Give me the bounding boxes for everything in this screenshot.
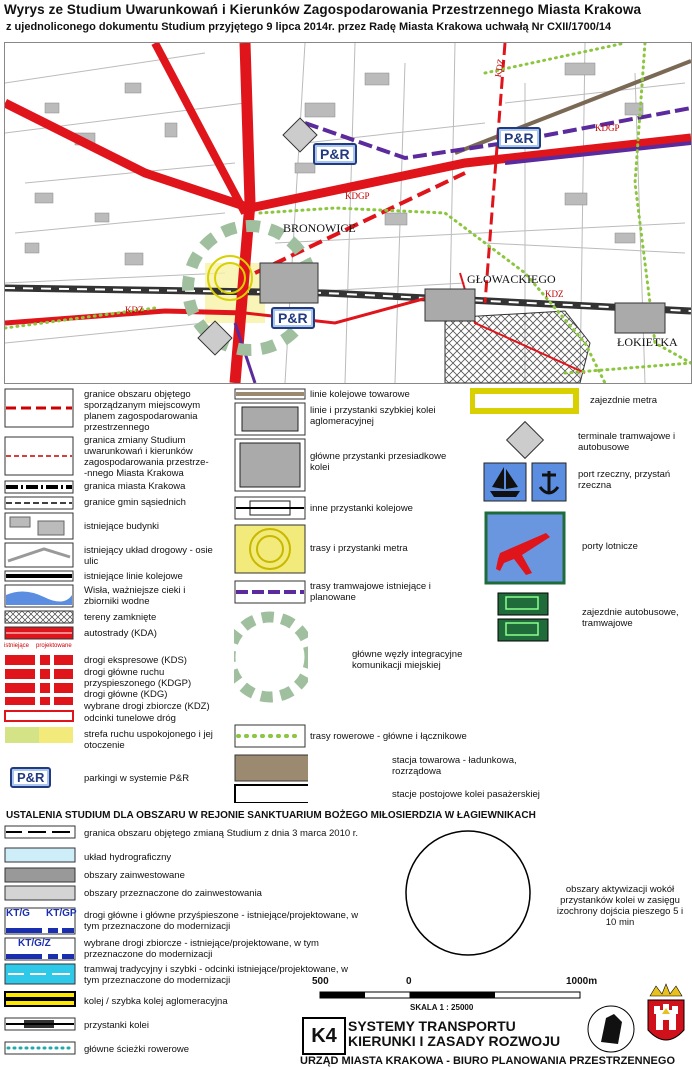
legend-item-city-boundary: granica miasta Krakowa — [84, 481, 186, 492]
place-label-glowackiego: GŁOWACKIEGO — [467, 272, 556, 286]
legend-item-metro-depot: zajezdnie metra — [590, 395, 658, 406]
legend-item-freight: linie kolejowe towarowe — [310, 389, 410, 400]
legend-item-metro: trasy i przystanki metra — [310, 543, 408, 554]
legend-item-bus-depots: zajezdnie autobusowe, tramwajowe — [582, 607, 679, 629]
sheet-title — [348, 1019, 560, 1049]
legend-item-other-stations: inne przystanki kolejowe — [310, 503, 413, 514]
road-label-kdz-north: KDZ — [492, 58, 506, 78]
pr-parking-north[interactable]: P&R — [313, 143, 357, 165]
activation-circle-label: obszary aktywizacji wokół przystanków kolei w zasięgu izochrony dojścia pieszego 5 i 10 min — [556, 884, 684, 928]
planning-office-logo — [586, 1004, 636, 1054]
scale-tick-0: 0 — [406, 976, 412, 987]
legend-item-study-change: granica zmiany Studium uwarunkowań i kierunków zagospodarowania przestrze- -nnego Miasta Krakowa — [84, 435, 209, 479]
legend-item-waters: Wisła, ważniejsze cieki i zbiorniki wodne — [84, 585, 186, 607]
office-name: URZĄD MIASTA KRAKOWA - BIURO PLANOWANIA PRZESTRZENNEGO — [300, 1055, 676, 1067]
tag-ktg: KT/G — [6, 908, 30, 919]
road-label-kdz-west: KDZ — [125, 305, 144, 315]
section2-title: USTALENIA STUDIUM DLA OBSZARU W REJONIE SANKTUARIUM BOŻEGO MIŁOSIERDZIA W ŁAGIEWNIKACH — [6, 810, 536, 821]
activation-circle — [400, 830, 540, 960]
scale-label: SKALA 1 : 25000 — [410, 1003, 474, 1012]
s2-item-to-develop: obszary przeznaczone do zainwestowania — [84, 888, 262, 899]
legend-item-kdgp: drogi główne ruchu przyspieszonego (KDGP) — [84, 667, 192, 689]
legend-item-plan-boundary: granice obszaru objętego sporządzanym miejscowym planem zagospodarowania przestrzennego — [84, 389, 201, 433]
s2-item-bike: główne ścieżki rowerowe — [84, 1044, 190, 1055]
legend-item-tunnels: odcinki tunelowe dróg — [84, 713, 176, 724]
legend-col2-swatches — [234, 383, 308, 803]
legend-item-kds: drogi ekspresowe (KDS) — [84, 655, 187, 666]
tag-ktgz: KT/G/Z — [18, 938, 51, 949]
sheet-title-line2: KIERUNKI I ZASADY ROZWOJU — [348, 1033, 561, 1049]
legend-item-kdg: drogi główne (KDG) — [84, 689, 168, 700]
s2-item-collector-roads: wybrane drogi zbiorcze - istniejące/projektowane, w tym przeznaczone do modernizacji — [84, 938, 319, 960]
legend-item-bike: trasy rowerowe - główne i łącznikowe — [310, 731, 467, 742]
map-title: Wyrys ze Studium Uwarunkowań i Kierunków Zagospodarowania Przestrzennego Miasta Krakowa — [4, 2, 642, 17]
legend-item-integration-nodes: główne węzły integracyjne komunikacji miejskiej — [352, 649, 463, 671]
legend-item-road-axes: istniejący układ drogowy - osie ulic — [84, 545, 213, 567]
legend-item-calm-zone: strefa ruchu uspokojonego i jej otoczenie — [84, 729, 213, 751]
s2-item-tram: tramwaj tradycyjny i szybki - odcinki istniejące/projektowane, w tym przeznaczone do modernizacji — [84, 964, 348, 986]
road-label-kdgp-east: KDGP — [595, 123, 620, 133]
legend-col1-swatches — [4, 383, 76, 783]
legend-item-main-stations: główne przystanki przesiadkowe kolei — [310, 451, 447, 473]
s2-item-rail: kolej / szybka kolej aglomeracyjna — [84, 996, 228, 1007]
legend-pr-swatch: P&R — [10, 767, 51, 788]
legend-col3-swatches — [470, 383, 580, 643]
legend-item-port: port rzeczny, przystań rzeczna — [578, 469, 671, 491]
legend — [0, 383, 692, 803]
legend-item-buildings: istniejące budynki — [84, 521, 159, 532]
place-label-bronowice: BRONOWICE — [283, 221, 356, 235]
legend-item-tram: trasy tramwajowe istniejące i planowane — [310, 581, 431, 603]
s2-item-stops: przystanki kolei — [84, 1020, 149, 1031]
tag-ktgp: KT/GP — [46, 908, 77, 919]
map-drawing — [5, 43, 691, 383]
legend-item-fast-rail: linie i przystanki szybkiej kolei aglomeracyjnej — [310, 405, 436, 427]
road-label-kdgp-center: KDGP — [345, 191, 370, 201]
legend-item-terminals: terminale tramwajowe i autobusowe — [578, 431, 676, 453]
legend-sub-planned: projektowane — [36, 643, 72, 649]
legend-item-airports: porty lotnicze — [582, 541, 638, 552]
legend-item-passenger-depot: stacje postojowe kolei pasażerskiej — [392, 789, 540, 800]
pr-parking-south[interactable]: P&R — [271, 307, 315, 329]
s2-item-developed: obszary zainwestowane — [84, 870, 185, 881]
pr-parking-east[interactable]: P&R — [497, 127, 541, 149]
road-label-kdz-east: KDZ — [545, 289, 564, 299]
legend-item-freight-station: stacja towarowa - ładunkowa, rozrządowa — [392, 755, 517, 777]
krakow-coat-of-arms — [644, 982, 688, 1052]
legend-sub-existing: istniejące — [4, 643, 30, 649]
s2-item-main-roads: drogi główne i główne przyśpieszone - istniejące/projektowane, w tym przeznaczone do modernizacji — [84, 910, 359, 932]
place-label-lokietka: ŁOKIETKA — [617, 335, 678, 349]
sheet-title-line1: SYSTEMY TRANSPORTU — [348, 1018, 516, 1034]
map-subtitle: z ujednoliconego dokumentu Studium przyjętego 9 lipca 2014r. przez Radę Miasta Krakowa uchwałą Nr CXII/1700/14 — [6, 21, 612, 33]
map-canvas[interactable] — [4, 42, 692, 384]
legend-item-gmina-boundary: granice gmin sąsiednich — [84, 497, 186, 508]
legend-item-kdz: wybrane drogi zbiorcze (KDZ) — [84, 701, 210, 712]
legend-item-closed: tereny zamknięte — [84, 612, 157, 623]
s2-item-boundary: granica obszaru objętego zmianą Studium z dnia 3 marca 2010 r. — [84, 828, 359, 839]
legend-item-pr: parkingi w systemie P&R — [84, 773, 190, 784]
scale-tick-500: 500 — [312, 976, 329, 987]
s2-item-hydro: układ hydrograficzny — [84, 852, 172, 863]
sheet-code: K4 — [302, 1017, 346, 1055]
scale-tick-1000: 1000m — [566, 976, 598, 987]
legend-item-kda: autostrady (KDA) — [84, 628, 157, 639]
legend-item-railways: istniejące linie kolejowe — [84, 571, 183, 582]
